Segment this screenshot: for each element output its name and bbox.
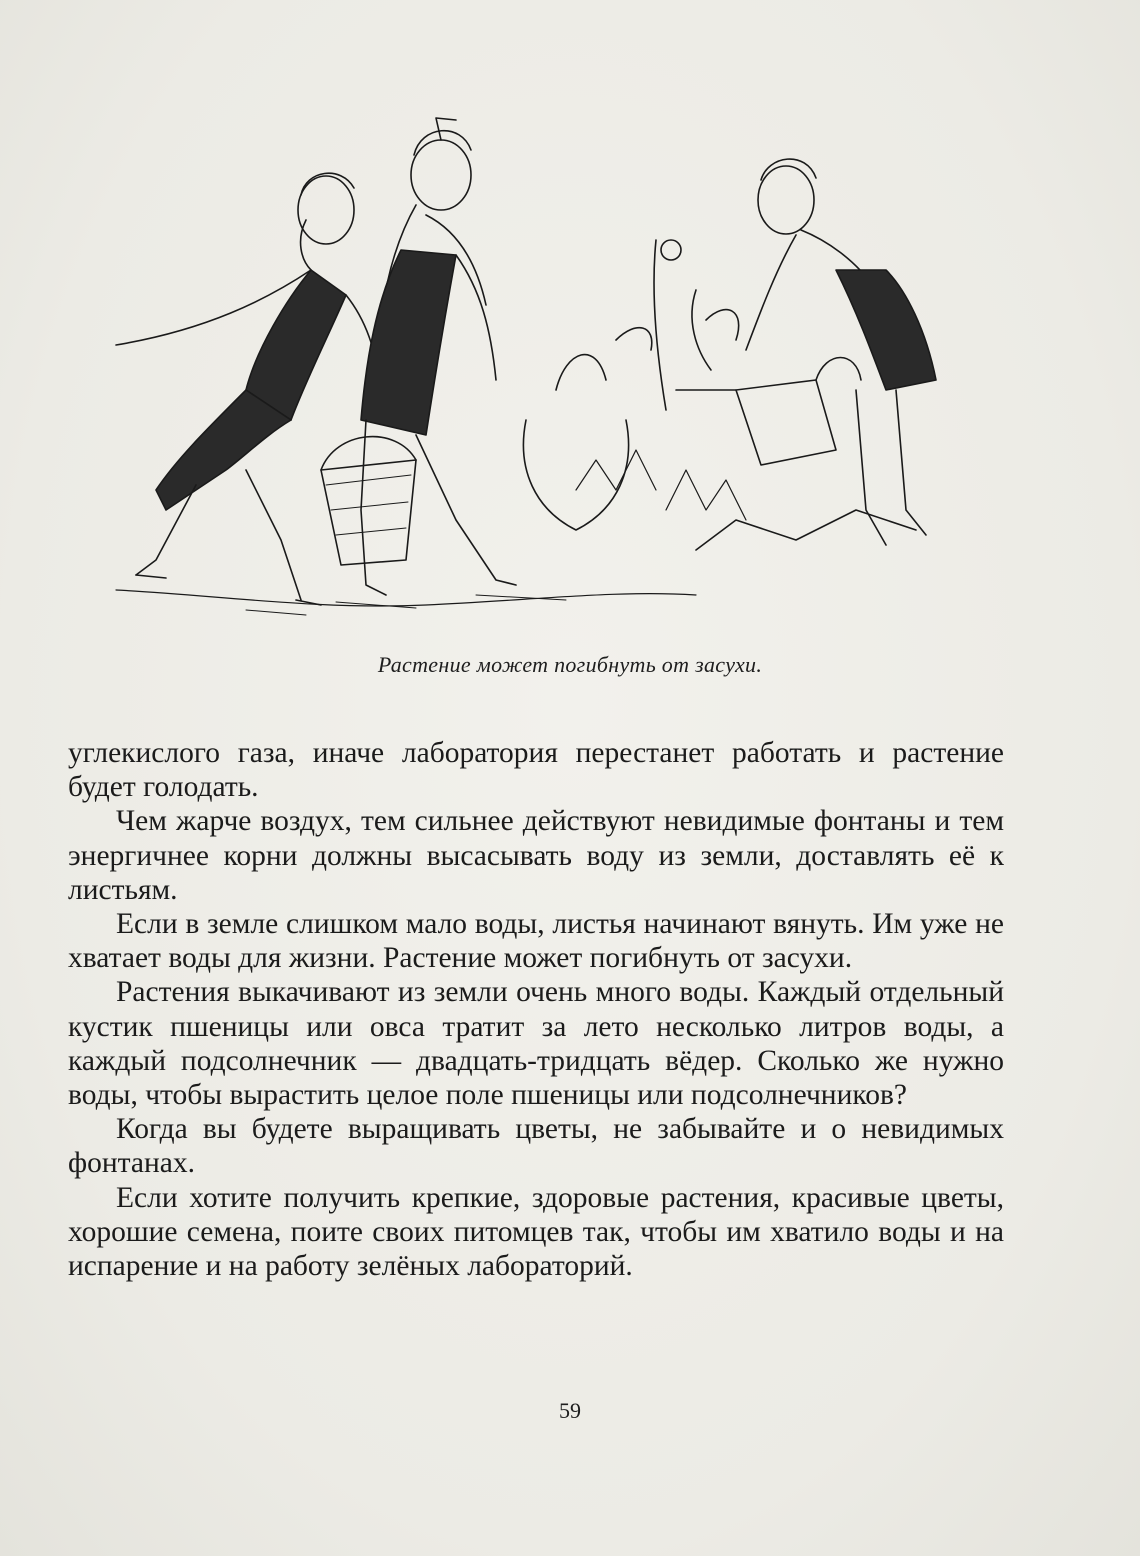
paragraph: углекислого газа, иначе лаборатория перестанет работать и растение будет голодать. <box>68 737 1004 804</box>
girl-right-figure <box>676 159 936 545</box>
paragraph: Когда вы будете выращивать цветы, не забывайте и о невидимых фонтанах. <box>68 1113 1004 1180</box>
girl-left-figure <box>116 173 381 605</box>
illustration-girls-watering-plants <box>96 90 996 650</box>
paragraph: Если в земле слишком мало воды, листья начинают вянуть. Им уже не хватает воды для жизни. Растение может погибнуть от засухи. <box>68 908 1004 975</box>
page-number: 59 <box>559 1398 581 1423</box>
illustration-caption: Растение может погибнуть от засухи. <box>377 652 763 677</box>
paragraph: Чем жарче воздух, тем сильнее действуют невидимые фонтаны и тем энергичнее корни должны высасывать воду из земли, доставлять её к листьям. <box>68 805 1004 906</box>
paragraph: Растения выкачивают из земли очень много воды. Каждый отдельный кустик пшеницы или овса тратит за лето несколько литров воды, а каждый подсолнечник — двадцать-тридцать вёдер. Сколько же нужно воды, чтобы вырастить целое поле пшеницы или подсолнечников? <box>68 976 1004 1112</box>
girl-middle-figure <box>321 118 516 595</box>
body-text <box>68 736 1004 1283</box>
paragraph: Если хотите получить крепкие, здоровые растения, красивые цветы, хорошие семена, поите своих питомцев так, чтобы им хватило воды и на испарение и на работу зелёных лабораторий. <box>68 1181 1004 1283</box>
